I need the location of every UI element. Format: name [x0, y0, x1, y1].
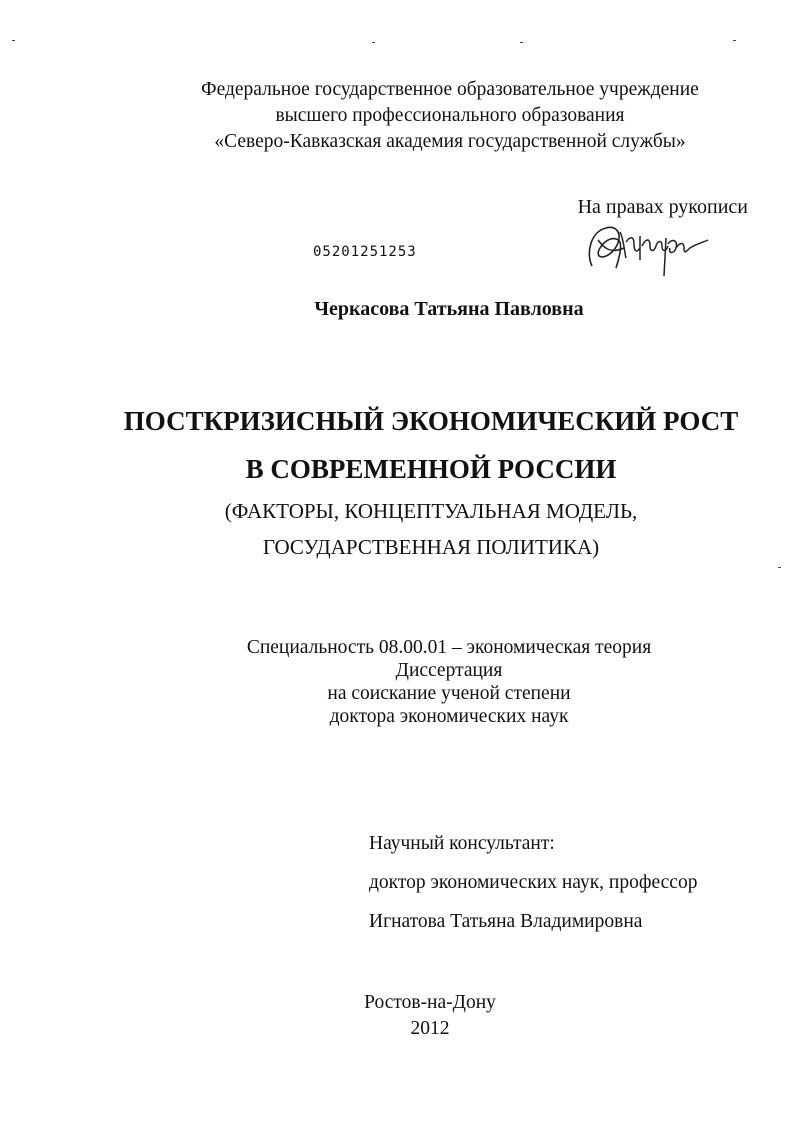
specialty-line-3: на соискание ученой степени: [327, 683, 571, 704]
scan-mark: [778, 567, 781, 568]
place-and-year: [0, 990, 796, 1042]
dissertation-title: [0, 397, 796, 493]
subtitle-line-1: (ФАКТОРЫ, КОНЦЕПТУАЛЬНАЯ МОДЕЛЬ,: [224, 499, 638, 523]
institution-block: [0, 77, 796, 155]
scan-mark: [733, 40, 736, 41]
subtitle-line-2: ГОСУДАРСТВЕННАЯ ПОЛИТИКА): [262, 535, 600, 559]
author-name: Черкасова Татьяна Павловна: [314, 298, 584, 320]
scan-mark: [372, 42, 375, 43]
specialty-block: [0, 636, 796, 728]
year: 2012: [410, 1018, 450, 1039]
scan-mark: [12, 40, 15, 41]
institution-line-3: «Северо-Кавказская академия государственной службы»: [214, 131, 686, 152]
title-line-1: ПОСТКРИЗИСНЫЙ ЭКОНОМИЧЕСКИЙ РОСТ: [123, 406, 739, 436]
title-line-2: В СОВРЕМЕННОЙ РОССИИ: [245, 454, 617, 484]
institution-line-2: высшего профессионального образования: [275, 105, 625, 126]
manuscript-note: На правах рукописи: [577, 196, 748, 218]
signature-image: [580, 218, 710, 285]
signature-svg: [580, 218, 710, 280]
consultant-name: Игнатова Татьяна Владимировна: [369, 911, 643, 932]
catalog-number: 05201251253: [313, 244, 417, 260]
consultant-label: Научный консультант:: [369, 833, 555, 854]
dissertation-subtitle: [0, 493, 796, 565]
specialty-line-1: Специальность 08.00.01 – экономическая теория: [246, 637, 652, 658]
scan-mark: [520, 42, 523, 43]
institution-line-1: Федеральное государственное образовательное учреждение: [201, 79, 699, 100]
city: Ростов-на-Дону: [364, 992, 496, 1013]
specialty-line-2: Диссертация: [395, 660, 503, 681]
consultant-block: [369, 824, 697, 941]
specialty-line-4: доктора экономических наук: [329, 706, 569, 727]
consultant-degree: доктор экономических наук, профессор: [369, 872, 698, 893]
